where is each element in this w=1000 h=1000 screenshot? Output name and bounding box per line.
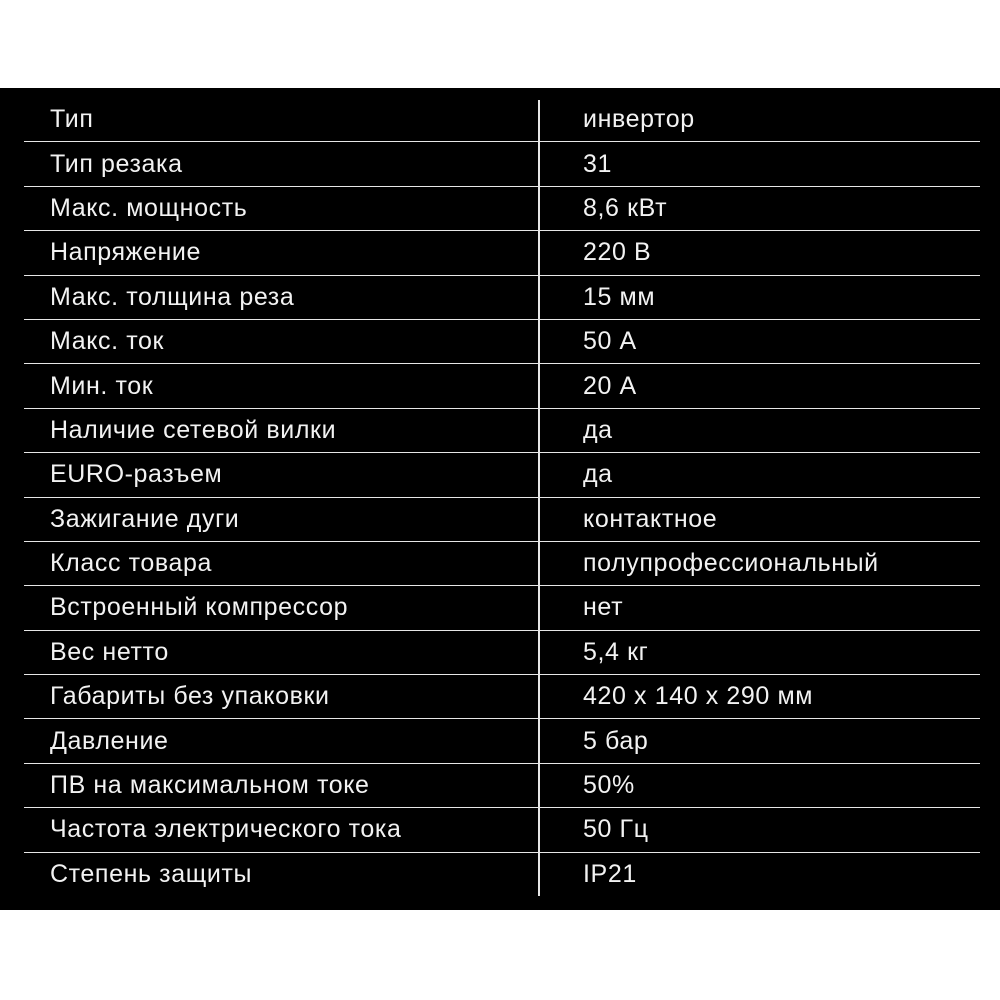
spec-value: 50 Гц bbox=[583, 815, 649, 844]
spec-label: Зажигание дуги bbox=[50, 504, 240, 533]
spec-label: Мин. ток bbox=[50, 371, 154, 400]
spec-value: 220 В bbox=[583, 238, 652, 267]
spec-value: 420 x 140 x 290 мм bbox=[583, 682, 814, 711]
spec-row bbox=[24, 364, 980, 408]
spec-row bbox=[24, 719, 980, 763]
spec-value: 5 бар bbox=[583, 726, 649, 755]
spec-label: Габариты без упаковки bbox=[50, 682, 330, 711]
spec-row bbox=[24, 675, 980, 719]
spec-row bbox=[24, 98, 980, 142]
spec-row bbox=[24, 453, 980, 497]
spec-label: Макс. ток bbox=[50, 327, 165, 356]
spec-value: 50 А bbox=[583, 327, 637, 356]
spec-label: Тип резака bbox=[50, 149, 183, 178]
spec-row bbox=[24, 231, 980, 275]
spec-label: Частота электрического тока bbox=[50, 815, 402, 844]
spec-row bbox=[24, 187, 980, 231]
spec-row bbox=[24, 542, 980, 586]
spec-row bbox=[24, 808, 980, 852]
spec-label: Давление bbox=[50, 726, 169, 755]
spec-value: 8,6 кВт bbox=[583, 193, 668, 222]
spec-value: IP21 bbox=[583, 860, 637, 889]
spec-value: да bbox=[583, 460, 613, 489]
spec-panel bbox=[0, 88, 1000, 910]
spec-label: Макс. мощность bbox=[50, 193, 248, 222]
spec-label: Напряжение bbox=[50, 238, 201, 267]
spec-row bbox=[24, 320, 980, 364]
spec-table bbox=[24, 98, 980, 898]
spec-label: EURO-разъем bbox=[50, 460, 223, 489]
spec-row bbox=[24, 276, 980, 320]
spec-label: Наличие сетевой вилки bbox=[50, 415, 337, 444]
spec-label: Класс товара bbox=[50, 549, 212, 578]
spec-value: 15 мм bbox=[583, 282, 656, 311]
spec-label: Тип bbox=[50, 105, 94, 134]
spec-value: инвертор bbox=[583, 105, 695, 134]
spec-row bbox=[24, 409, 980, 453]
spec-label: Макс. толщина реза bbox=[50, 282, 295, 311]
spec-value: 50% bbox=[583, 771, 635, 800]
spec-row bbox=[24, 142, 980, 186]
spec-row bbox=[24, 498, 980, 542]
spec-label: ПВ на максимальном токе bbox=[50, 771, 370, 800]
spec-value: 31 bbox=[583, 149, 613, 178]
spec-value: да bbox=[583, 415, 613, 444]
spec-row bbox=[24, 853, 980, 897]
spec-value: контактное bbox=[583, 504, 718, 533]
spec-label: Встроенный компрессор bbox=[50, 593, 349, 622]
spec-value: нет bbox=[583, 593, 624, 622]
spec-value: полупрофессиональный bbox=[583, 549, 879, 578]
spec-label: Степень защиты bbox=[50, 860, 253, 889]
spec-value: 20 А bbox=[583, 371, 637, 400]
spec-label: Вес нетто bbox=[50, 637, 169, 666]
spec-row bbox=[24, 631, 980, 675]
spec-row bbox=[24, 764, 980, 808]
spec-value: 5,4 кг bbox=[583, 637, 649, 666]
spec-row bbox=[24, 586, 980, 630]
